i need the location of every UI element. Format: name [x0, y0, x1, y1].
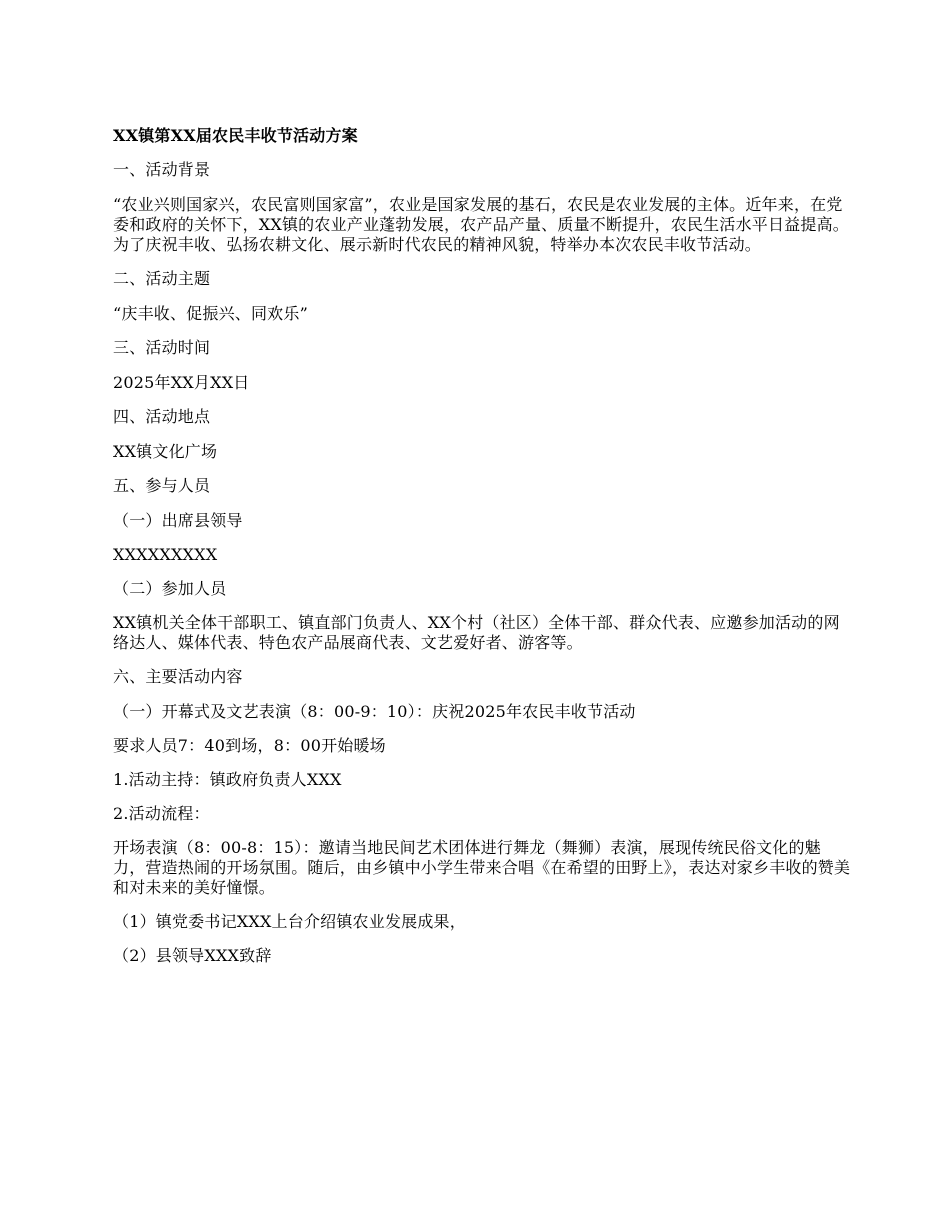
opening-ceremony-heading: （一）开幕式及文艺表演（8：00-9：10）：庆祝2025年农民丰收节活动 — [113, 702, 636, 721]
process-step-1: （1）镇党委书记XXX上台介绍镇农业发展成果， — [113, 912, 466, 931]
section-heading-location: 四、活动地点 — [113, 407, 211, 426]
county-leaders-text: XXXXXXXXX — [113, 545, 218, 564]
location-text: XX镇文化广场 — [113, 442, 218, 461]
section-heading-theme: 二、活动主题 — [113, 269, 211, 288]
document-body — [113, 126, 853, 980]
section-heading-activities: 六、主要活动内容 — [113, 667, 243, 686]
attendees-text: XX镇机关全体干部职工、镇直部门负责人、XX个村（社区）全体干部、群众代表、应邀参加活动的网络达人、媒体代表、特色农产品展商代表、文艺爱好者、游客等。 — [113, 613, 840, 652]
process-heading: 2.活动流程： — [113, 804, 210, 823]
subheading-attendees: （二）参加人员 — [113, 579, 227, 598]
process-step-2: （2）县领导XXX致辞 — [113, 946, 272, 965]
opening-performance-text: 开场表演（8：00-8：15）：邀请当地民间艺术团体进行舞龙（舞狮）表演，展现传统民俗文化的魅力，营造热闹的开场氛围。随后，由乡镇中小学生带来合唱《在希望的田野上》，表达对家乡丰收的赞美和对未来的美好憧憬。 — [113, 838, 851, 897]
section-heading-background: 一、活动背景 — [113, 160, 211, 179]
section-heading-participants: 五、参与人员 — [113, 476, 211, 495]
document-title: XX镇第XX届农民丰收节活动方案 — [113, 126, 358, 145]
time-text: 2025年XX月XX日 — [113, 373, 250, 392]
host-text: 1.活动主持：镇政府负责人XXX — [113, 770, 342, 789]
section-heading-time: 三、活动时间 — [113, 338, 211, 357]
arrival-requirement-text: 要求人员7：40到场，8：00开始暖场 — [113, 736, 386, 755]
background-paragraph: “农业兴则国家兴，农民富则国家富”，农业是国家发展的基石，农民是农业发展的主体。近年来，在党委和政府的关怀下，XX镇的农业产业蓬勃发展，农产品产量、质量不断提升，农民生活水平日益提高。为了庆祝丰收、弘扬农耕文化、展示新时代农民的精神风貌，特举办本次农民丰收节活动。 — [113, 195, 849, 254]
subheading-county-leaders: （一）出席县领导 — [113, 511, 243, 530]
theme-text: “庆丰收、促振兴、同欢乐” — [113, 304, 308, 323]
